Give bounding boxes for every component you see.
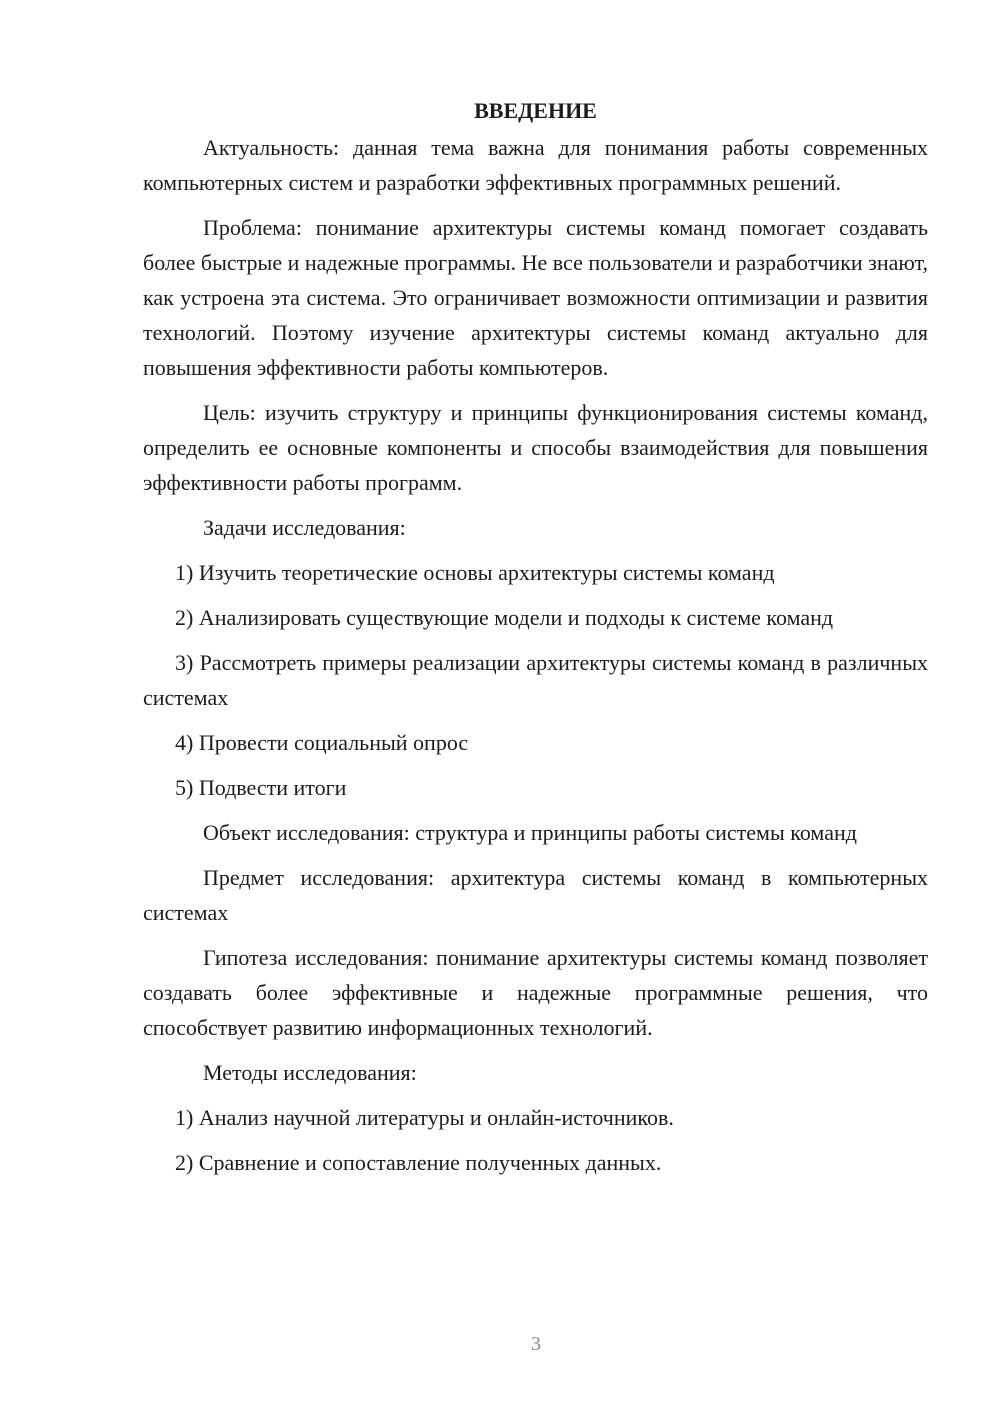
task-item-5: 5) Подвести итоги	[175, 775, 347, 800]
tasks-heading: Задачи исследования:	[203, 515, 406, 540]
page-title: ВВЕДЕНИЕ	[474, 98, 597, 123]
page-content	[143, 93, 928, 1190]
method-item-1: 1) Анализ научной литературы и онлайн-источников.	[175, 1105, 674, 1130]
hypothesis-paragraph: Гипотеза исследования: понимание архитектуры системы команд позволяет создавать более эффективные и надежные программные решения, что способствует развитию информационных технологий.	[143, 945, 928, 1040]
object-paragraph: Объект исследования: структура и принципы работы системы команд	[203, 820, 857, 845]
task-item-4: 4) Провести социальный опрос	[175, 730, 469, 755]
problem-paragraph: Проблема: понимание архитектуры системы команд помогает создавать более быстрые и надежные программы. Не все пользователи и разработчики знают, как устроена эта система. Это ограничивает возможности оптимизации и развития технологий. Поэтому изучение архитектуры системы команд актуально для повышения эффективности работы компьютеров.	[143, 215, 928, 380]
goal-paragraph: Цель: изучить структуру и принципы функционирования системы команд, определить ее основные компоненты и способы взаимодействия для повышения эффективности работы программ.	[143, 400, 928, 495]
relevance-paragraph: Актуальность: данная тема важна для понимания работы современных компьютерных систем и разработки эффективных программных решений.	[143, 135, 928, 195]
page-number: 3	[531, 1333, 541, 1355]
method-item-2: 2) Сравнение и сопоставление полученных данных.	[175, 1150, 662, 1175]
subject-paragraph: Предмет исследования: архитектура системы команд в компьютерных системах	[143, 865, 928, 925]
task-item-2: 2) Анализировать существующие модели и подходы к системе команд	[175, 605, 834, 630]
methods-heading: Методы исследования:	[203, 1060, 417, 1085]
task-item-3: 3) Рассмотреть примеры реализации архитектуры системы команд в различных системах	[143, 650, 928, 710]
task-item-1: 1) Изучить теоретические основы архитектуры системы команд	[175, 560, 775, 585]
